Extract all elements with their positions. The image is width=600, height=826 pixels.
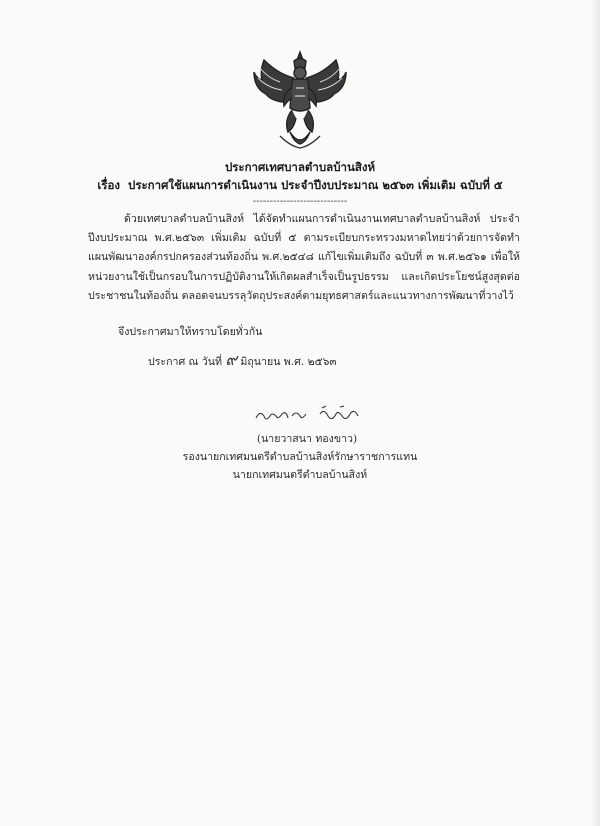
- body-paragraph: ด้วยเทศบาลตำบลบ้านสิงห์ ได้จัดทำแผนการดำเนินงานเทศบาลตำบลบ้านสิงห์ ประจำปีงบประมาณ พ.ศ.๒๕๖๓ เพิ่มเติม ฉบับที่ ๕ ตามระเบียบกระทรวงมหาดไทยว่าด้วยการจัดทำแผนพัฒนาองค์กรปกครองส่วนท้องถิ่น พ.ศ.๒๕๔๘ แก้ไขเพิ่มเติมถึง ฉบับที่ ๓ พ.ศ.๒๕๖๑ เพื่อให้หน่วยงานใช้เป็นกรอบในการปฏิบัติงานให้เกิดผลสำเร็จเป็นรูปธรรม และเกิดประโยชน์สูงสุดต่อประชาชนในท้องถิ่น ตลอดจนบรรลุวัตถุประสงค์ตามยุทธศาสตร์และแนวทางการพัฒนาที่วางไว้: [88, 213, 520, 302]
- signer-block: [0, 430, 600, 484]
- signer-name: (นายวาสนา ทองขาว): [256, 433, 358, 445]
- handwritten-signature: [252, 400, 372, 430]
- signer-title: นายกเทศมนตรีตำบลบ้านสิงห์: [232, 469, 368, 481]
- document-title: ประกาศเทศบาลตำบลบ้านสิงห์: [224, 160, 376, 174]
- separator-line: ----------------------------: [252, 196, 348, 207]
- document-header: [0, 158, 600, 208]
- dated-prefix: ประกาศ ณ วันที่: [148, 356, 222, 368]
- document-subject: ประกาศใช้แผนการดำเนินงาน ประจำปีงบประมาณ ๒๕๖๓ เพิ่มเติม ฉบับที่ ๕: [128, 178, 503, 192]
- subject-label: เรื่อง: [97, 178, 121, 192]
- document-subject-line: [0, 176, 600, 194]
- garuda-emblem-icon: [250, 48, 350, 153]
- dated-suffix: มิถุนายน พ.ศ. ๒๕๖๓: [240, 356, 337, 368]
- notice-line: จึงประกาศมาให้ทราบโดยทั่วกัน: [118, 326, 263, 338]
- body-text: [88, 210, 520, 306]
- dated-day: ๙: [225, 350, 238, 369]
- signer-position: รองนายกเทศมนตรีตำบลบ้านสิงห์รักษาราชการแทน: [182, 451, 418, 463]
- dated-line: [148, 348, 337, 373]
